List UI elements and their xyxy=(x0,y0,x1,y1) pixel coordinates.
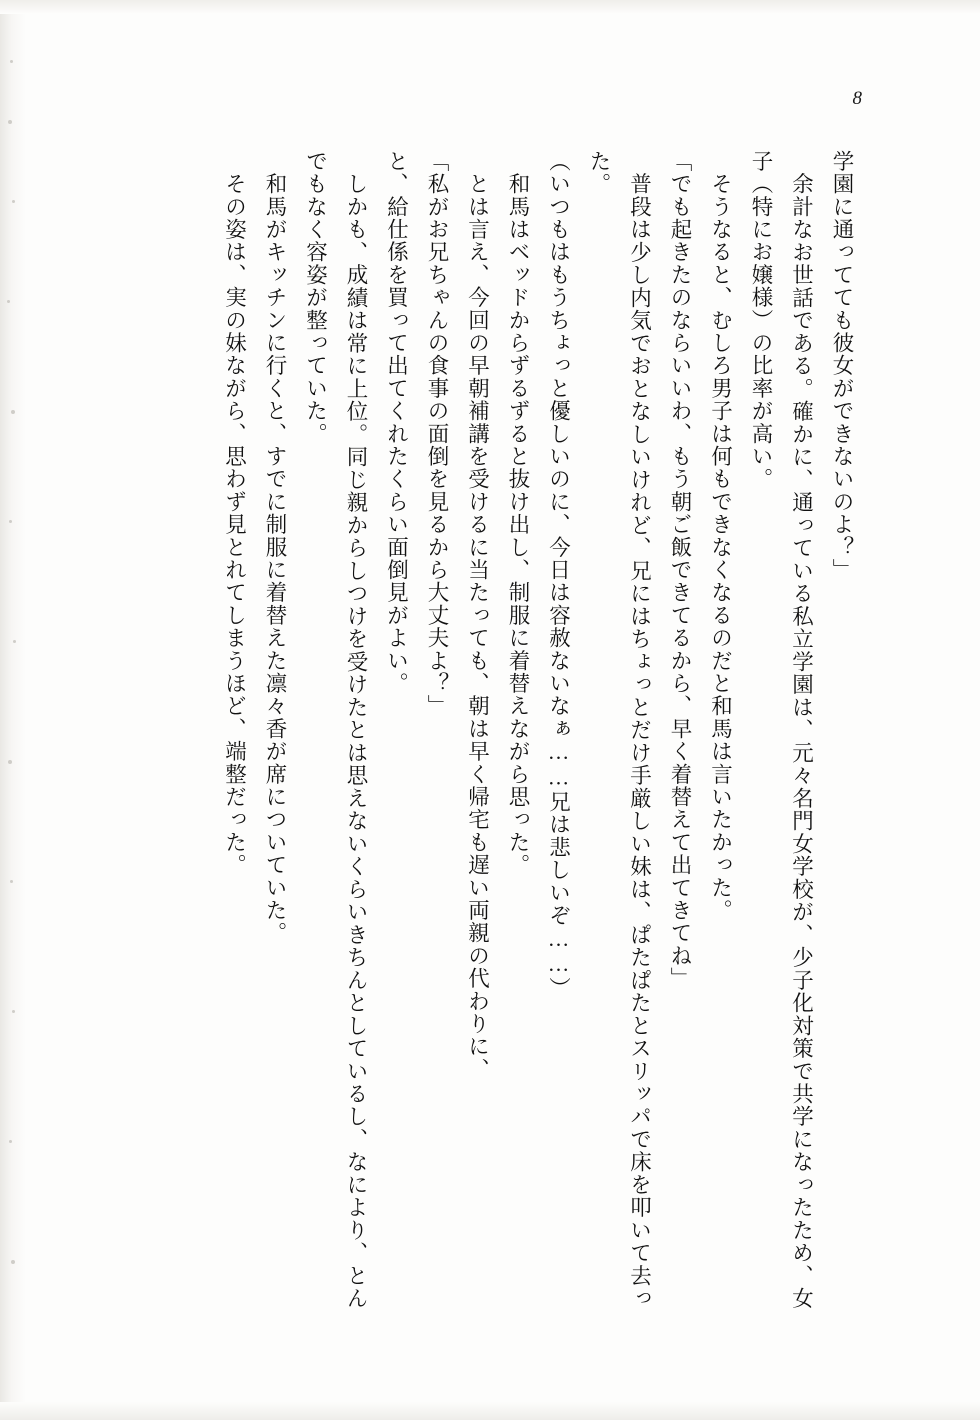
paragraph: 普段は少し内気でおとなしいけれど、兄にはちょっとだけ手厳しい妹は、ぱたぱたとスリッパで床を叩いて去った。 xyxy=(587,150,652,1310)
scan-speck xyxy=(11,410,15,414)
page-edge-shadow-left xyxy=(0,0,26,1420)
scan-speck xyxy=(13,640,16,643)
paragraph: 和馬がキッチンに行くと、すでに制服に着替えた凛々香が席についていた。 xyxy=(263,150,287,945)
paragraph: 「私がお兄ちゃんの食事の面倒を見るから大丈夫よ？」 xyxy=(425,150,449,718)
scan-speck xyxy=(7,300,10,303)
scan-speck xyxy=(9,520,12,523)
paragraph: その姿は、実の妹ながら、思わず見とれてしまうほど、端整だった。 xyxy=(222,150,247,877)
page-edge-shadow-bottom xyxy=(0,1402,980,1420)
scan-speck xyxy=(9,1140,12,1143)
scan-speck xyxy=(12,200,15,203)
scan-speck xyxy=(8,120,12,124)
paragraph: と、給仕係を買って出てくれたくらい面倒見がよい。 xyxy=(384,150,409,695)
paragraph: 「でも起きたのならいいわ、もう朝ご飯できてるから、早く着替えて出てきてね」 xyxy=(668,150,692,990)
page-edge-shadow-top xyxy=(0,0,980,14)
paragraph: 和馬はベッドからずるずると抜け出し、制服に着替えながら思った。 xyxy=(506,150,530,877)
scan-speck xyxy=(8,760,12,764)
page-number: 8 xyxy=(852,88,862,109)
paragraph: 学園に通ってても彼女ができないのよ？」 xyxy=(830,150,854,582)
paragraph: とは言え、今回の早朝補講を受けるに当たっても、朝は早く帰宅も遅い両親の代わりに、 xyxy=(465,150,490,1081)
scan-speck xyxy=(10,60,13,63)
paragraph: しかも、成績は常に上位。同じ親からしつけを受けたとは思えないくらいきちんとしているし、なにより、とんでもなく容姿が整っていた。 xyxy=(303,150,368,1310)
page-body-text xyxy=(120,150,862,1310)
scan-speck xyxy=(11,1260,15,1264)
paragraph: 余計なお世話である。確かに、通っている私立学園は、元々名門女学校が、少子化対策で共学になったため、女子（特にお嬢様）の比率が高い。 xyxy=(749,150,814,1310)
paragraph: そうなると、むしろ男子は何もできなくなるのだと和馬は言いたかった。 xyxy=(708,150,733,922)
scan-speck xyxy=(12,1010,15,1013)
scan-speck xyxy=(10,880,13,883)
paragraph: （いつもはもうちょっと優しいのに、今日は容赦ないなぁ……兄は悲しいぞ……） xyxy=(546,150,571,1000)
